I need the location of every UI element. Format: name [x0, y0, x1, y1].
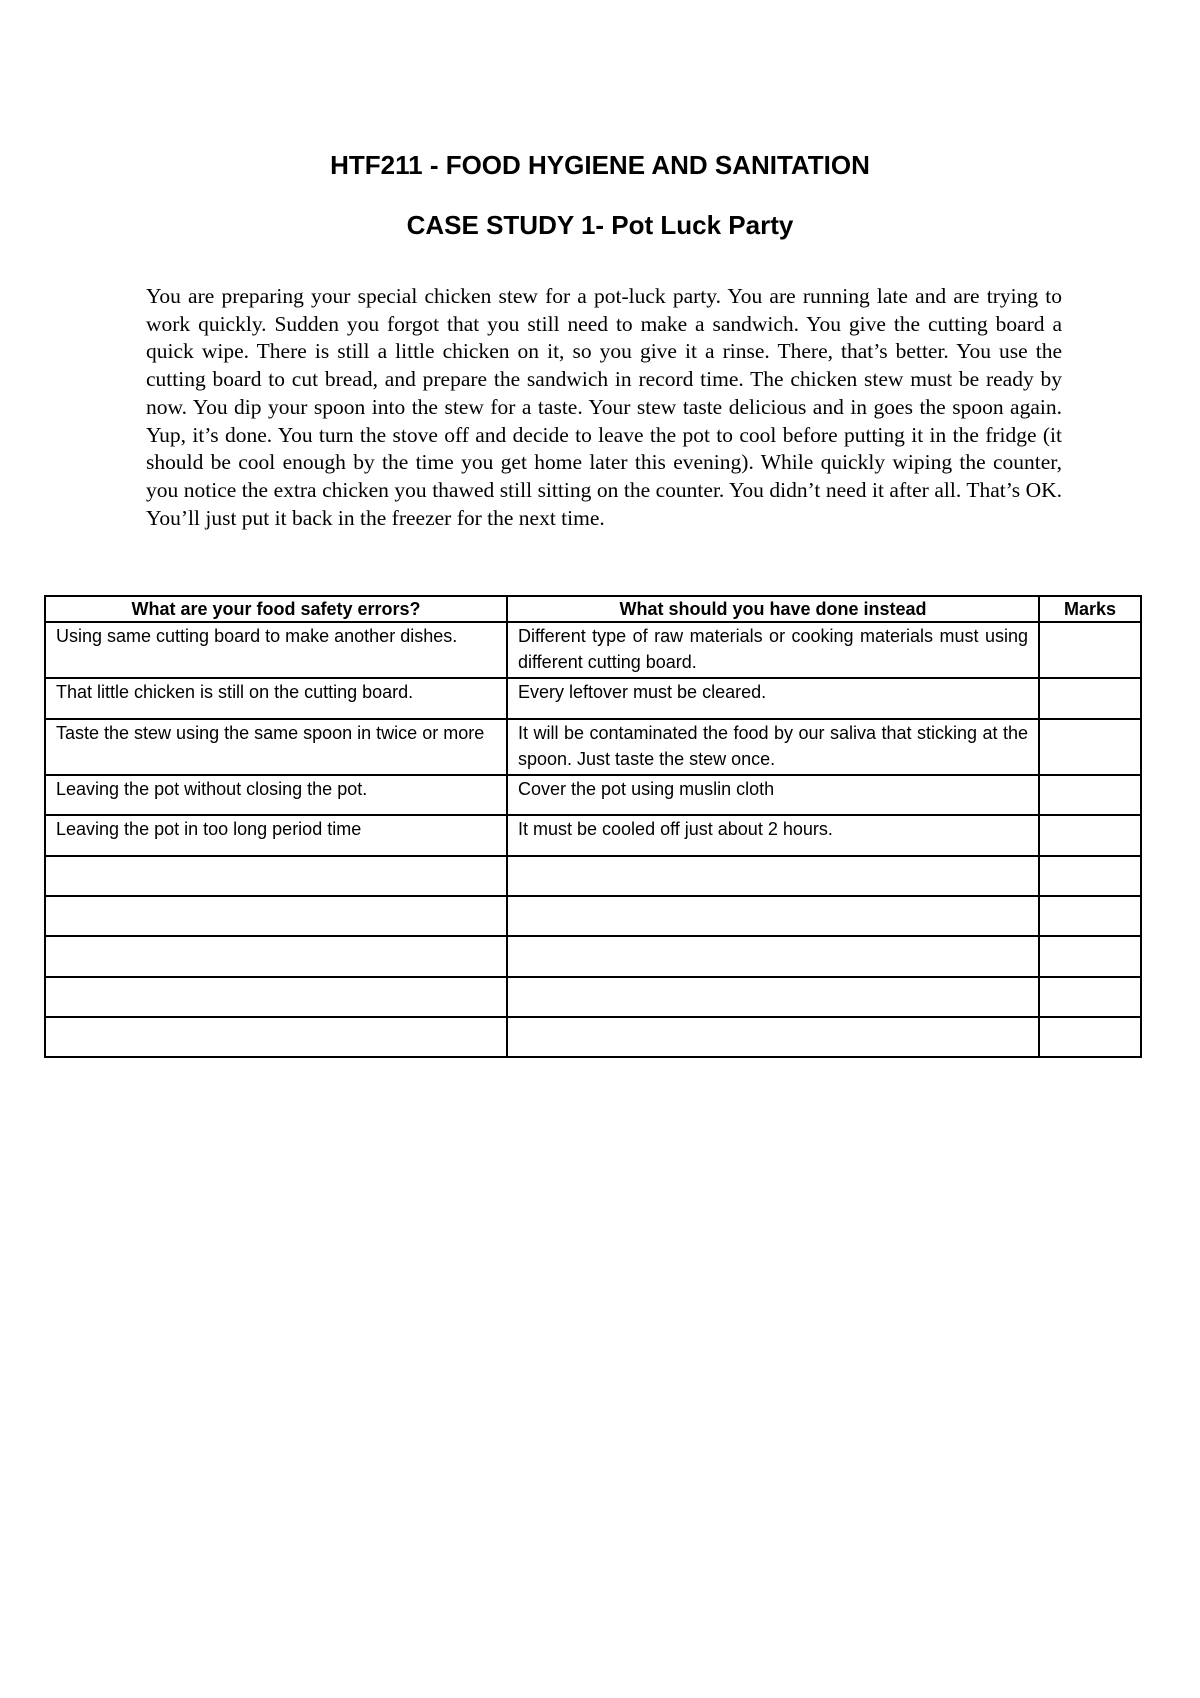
- table-row: [45, 678, 1141, 719]
- error-cell: [45, 1017, 507, 1057]
- error-cell: [45, 936, 507, 977]
- table-row: [45, 1017, 1141, 1057]
- marks-cell: [1039, 815, 1141, 856]
- marks-cell: [1039, 856, 1141, 896]
- instead-cell: Different type of raw materials or cooking materials must using different cutting board.: [507, 622, 1039, 678]
- error-cell: [45, 977, 507, 1017]
- instead-cell: It will be contaminated the food by our saliva that sticking at the spoon. Just taste the stew once.: [507, 719, 1039, 775]
- instead-cell: [507, 977, 1039, 1017]
- marks-cell: [1039, 977, 1141, 1017]
- marks-cell: [1039, 896, 1141, 936]
- marks-cell: [1039, 1017, 1141, 1057]
- error-cell: Taste the stew using the same spoon in twice or more: [45, 719, 507, 775]
- instead-cell: Cover the pot using muslin cloth: [507, 775, 1039, 815]
- table-row: [45, 815, 1141, 856]
- table-row: [45, 896, 1141, 936]
- instead-cell: [507, 936, 1039, 977]
- header-marks: Marks: [1039, 596, 1141, 622]
- error-cell: That little chicken is still on the cutting board.: [45, 678, 507, 719]
- answer-table: [44, 595, 1142, 1058]
- table-row: [45, 856, 1141, 896]
- instead-cell: [507, 856, 1039, 896]
- marks-cell: [1039, 775, 1141, 815]
- table-row: [45, 775, 1141, 815]
- table-header-row: [45, 596, 1141, 622]
- instead-cell: [507, 896, 1039, 936]
- marks-cell: [1039, 936, 1141, 977]
- header-errors: What are your food safety errors?: [45, 596, 507, 622]
- case-study-title: CASE STUDY 1- Pot Luck Party: [406, 210, 794, 240]
- error-cell: Using same cutting board to make another dishes.: [45, 622, 507, 678]
- marks-cell: [1039, 678, 1141, 719]
- error-cell: [45, 856, 507, 896]
- table-row: [45, 977, 1141, 1017]
- table-row: [45, 936, 1141, 977]
- course-title: HTF211 - FOOD HYGIENE AND SANITATION: [330, 150, 870, 180]
- instead-cell: It must be cooled off just about 2 hours.: [507, 815, 1039, 856]
- table-row: [45, 719, 1141, 775]
- error-cell: Leaving the pot in too long period time: [45, 815, 507, 856]
- marks-cell: [1039, 622, 1141, 678]
- instead-cell: Every leftover must be cleared.: [507, 678, 1039, 719]
- case-study-text: You are preparing your special chicken stew for a pot-luck party. You are running late and are trying to work quickly. Sudden you forgot that you still need to make a sandwich. You give the cutting board a quick wipe. There is still a little chicken on it, so you give it a rinse. There, that’s better. You use the cutting board to cut bread, and prepare the sandwich in record time. The chicken stew must be ready by now. You dip your spoon into the stew for a taste. Your stew taste delicious and in goes the spoon again. Yup, it’s done. You turn the stove off and decide to leave the pot to cool before putting it in the fridge (it should be cool enough by the time you get home later this evening). While quickly wiping the counter, you notice the extra chicken you thawed still sitting on the counter. You didn’t need it after all. That’s OK. You’ll just put it back in the freezer for the next time.: [146, 284, 1062, 530]
- instead-cell: [507, 1017, 1039, 1057]
- marks-cell: [1039, 719, 1141, 775]
- table-row: [45, 622, 1141, 678]
- error-cell: [45, 896, 507, 936]
- header-instead: What should you have done instead: [507, 596, 1039, 622]
- error-cell: Leaving the pot without closing the pot.: [45, 775, 507, 815]
